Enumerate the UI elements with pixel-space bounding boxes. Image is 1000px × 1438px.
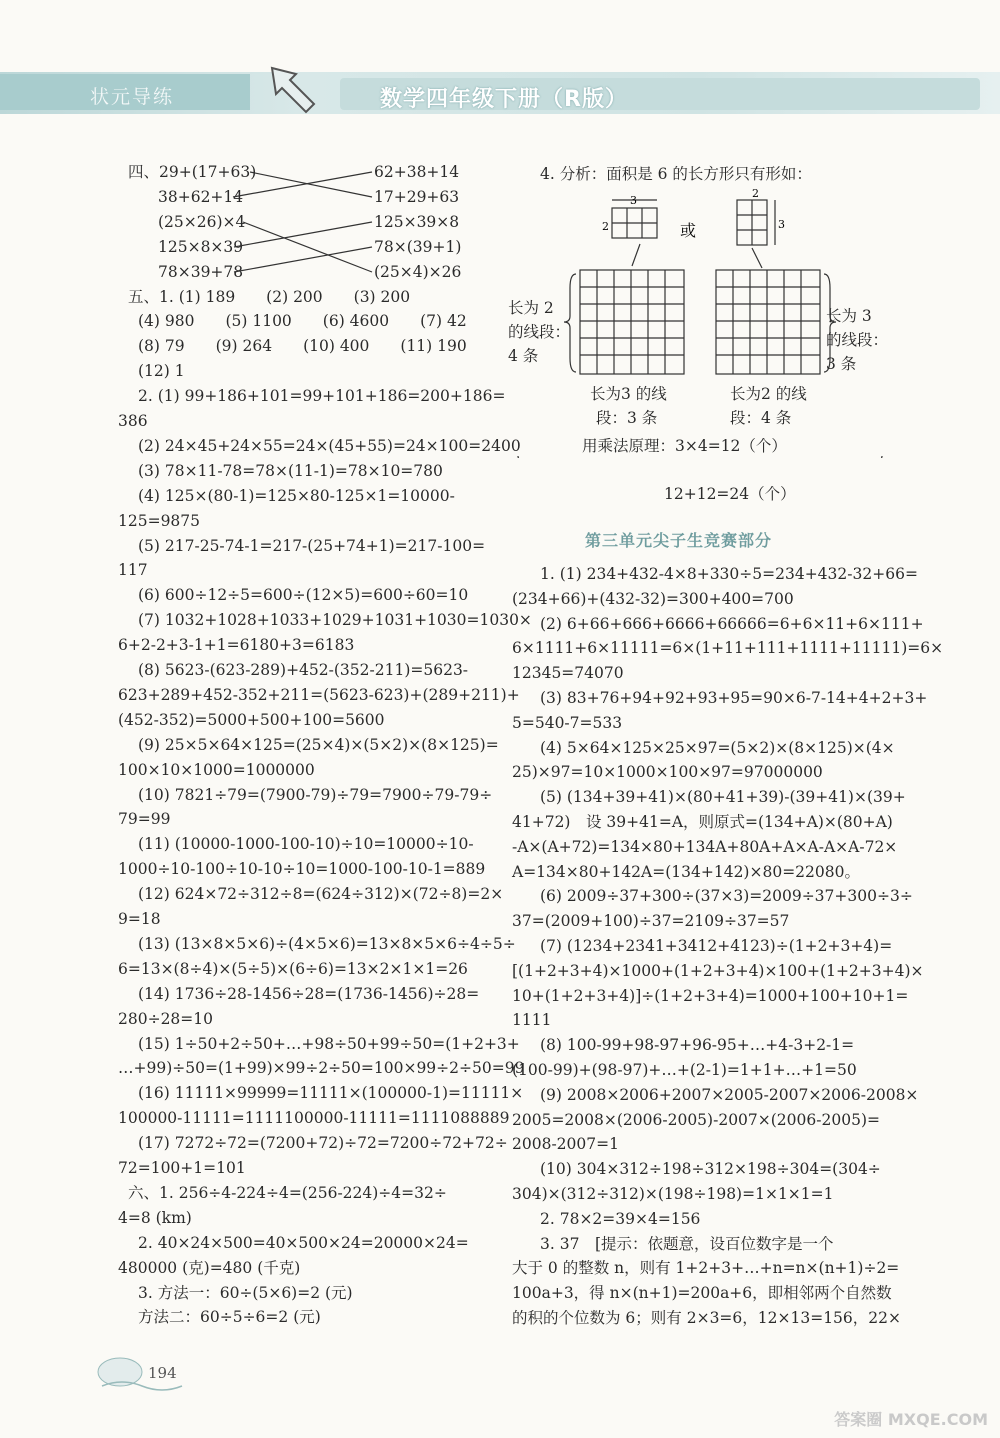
right-line: (10) 304×312÷198÷312×198÷304=(304÷: [540, 1160, 881, 1179]
left-line: (12) 1: [138, 362, 185, 381]
left-line: 6=13×(8÷4)×(5÷5)×(6÷6)=13×2×1×1=26: [118, 959, 468, 978]
left-line: 386: [118, 412, 148, 430]
big-grid-left: [580, 270, 684, 374]
left-line: 125×8×39: [158, 237, 244, 256]
left-line: (4) 980 (5) 1100 (6) 4600 (7) 42: [138, 312, 467, 331]
left-line: 100×10×1000=1000000: [118, 760, 315, 779]
total-text: 12+12=24（个）: [664, 485, 796, 503]
matching-expression: 17+29+63: [374, 187, 460, 206]
right-line: 10+(1+2+3+4)]÷(1+2+3+4)=1000+100+10+1=: [512, 986, 909, 1005]
left-line: (452-352)=5000+500+100=5600: [118, 710, 385, 729]
right-line: 3. 37 [提示：依题意，设百位数字是一个: [540, 1234, 834, 1253]
right-line: 304)×(312÷312)×(198÷198)=1×1×1=1: [512, 1185, 834, 1203]
svg-text:2: 2: [752, 188, 759, 200]
watermark: [834, 1407, 988, 1430]
left-line: (8) 79 (9) 264 (10) 400 (11) 190: [138, 337, 467, 356]
left-line: 78×39+78: [158, 262, 244, 281]
left-line: 79=99: [118, 810, 171, 829]
left-line: 38+62+14: [158, 187, 244, 206]
left-line: 2. (1) 99+186+101=99+101+186=200+186=: [138, 387, 506, 406]
right-line: 5=540-7=533: [512, 713, 623, 732]
right-line: 2008-2007=1: [512, 1135, 619, 1154]
left-line: (9) 25×5×64×125=(25×4)×(5×2)×(8×125)=: [138, 735, 499, 754]
left-line: (12) 624×72÷312÷8=(624÷312)×(72÷8)=2×: [138, 885, 504, 904]
dim-2-label: 2: [602, 220, 609, 233]
left-side-label-3: 4 条: [508, 347, 539, 365]
right-line: 6×1111+6×11111=6×(1+11+111+1111+11111)=6×: [512, 639, 944, 658]
right-line: 25)×97=10×1000×100×97=97000000: [512, 763, 823, 782]
page-title: 数学四年级下册（R版）: [380, 87, 628, 112]
right-line: (6) 2009÷37+300÷(37×3)=2009÷37+300÷3÷: [540, 887, 913, 906]
right-line: 1. (1) 234+432-4×8+330÷5=234+432-32+66=: [540, 565, 918, 583]
left-line: 五、1. (1) 189 (2) 200 (3) 200: [128, 287, 411, 306]
small-grid-2x3: [737, 200, 775, 245]
right-line: (234+66)+(432-32)=300+400=700: [512, 589, 794, 608]
right-line: 41+72) 设 39+41=A，则原式=(134+A)×(80+A): [512, 813, 893, 831]
left-line: 1000÷10-100÷10-10÷10=1000-100-10-1=889: [118, 860, 486, 879]
left-line: 100000-11111=1111100000-11111=1111088889: [118, 1109, 510, 1128]
right-line: 2. 78×2=39×4=156: [540, 1209, 701, 1228]
left-line: 4=8 (km): [118, 1208, 192, 1227]
right-line: 的积的个位数为 6；则有 2×3=6，12×13=156，22×: [512, 1309, 901, 1327]
right-side-label-2: 的线段：: [826, 331, 889, 349]
left-line: 四、29+(17+63): [128, 163, 257, 181]
right-line: (7) (1234+2341+3412+4123)÷(1+2+3+4)=: [540, 937, 893, 955]
left-line: …+99)÷50=(1+99)×99÷2÷50=100×99÷2÷50=99: [118, 1059, 525, 1078]
bottom-right-label-1: 长为2 的线: [730, 385, 807, 403]
left-line: 3. 方法一：60÷(5×6)=2 (元): [138, 1283, 353, 1302]
left-line: 480000 (克)=480 (千克): [118, 1258, 301, 1277]
right-line: 大于 0 的整数 n，则有 1+2+3+…+n=n×(n+1)÷2=: [512, 1259, 900, 1278]
svg-text:3: 3: [778, 218, 785, 231]
left-side-label-2: 的线段：: [508, 323, 571, 341]
left-line: (10) 7821÷79=(7900-79)÷79=7900÷79-79÷: [138, 785, 493, 804]
left-line: 9=18: [118, 910, 161, 928]
right-line: 12345=74070: [512, 664, 624, 683]
left-line: (4) 125×(80-1)=125×80-125×1=10000-: [138, 486, 455, 505]
right-line: (3) 83+76+94+92+93+95=90×6-7-14+4+2+3+: [540, 689, 928, 707]
left-line: 方法二：60÷5÷6=2 (元): [138, 1308, 321, 1327]
principle-text: 用乘法原理：3×4=12（个）: [582, 437, 787, 455]
right-side-label-1: 长为 3: [826, 307, 872, 325]
page-number: 194: [148, 1364, 177, 1382]
right-line: 100a+3，得 n×(n+1)=200a+6，即相邻两个自然数: [512, 1284, 892, 1303]
matching-expression: 78×(39+1): [374, 237, 462, 256]
left-line: (14) 1736÷28-1456÷28=(1736-1456)÷28=: [138, 984, 480, 1003]
right-line: A=134×80+142A=(134+142)×80=22080。: [512, 862, 860, 881]
left-line: (8) 5623-(623-289)+452-(352-211)=5623-: [138, 661, 469, 679]
left-line: (17) 7272÷72=(7200+72)÷72=7200÷72+72÷: [138, 1134, 508, 1153]
left-line: (2) 24×45+24×55=24×(45+55)=24×100=2400: [138, 436, 521, 455]
right-line: (4) 5×64×125×25×97=(5×2)×(8×125)×(4×: [540, 738, 895, 757]
left-line: (13) (13×8×5×6)÷(4×5×6)=13×8×5×6÷4÷5÷: [138, 934, 516, 953]
matching-expression: 125×39×8: [374, 212, 460, 231]
left-line: (25×26)×4: [158, 212, 246, 231]
left-line: 623+289+452-352+211=(5623-623)+(289+211)+: [118, 685, 520, 704]
footer-decoration-icon: [92, 1342, 202, 1392]
matching-expression: (25×4)×26: [374, 262, 462, 281]
dim-3-label: 3: [630, 194, 637, 207]
bottom-left-label-2: 段：3 条: [596, 409, 658, 427]
right-line: (2) 6+66+666+6666+66666=6+6×11+6×111+: [540, 614, 924, 633]
left-line: (6) 600÷12÷5=600÷(12×5)=600÷60=10: [138, 586, 469, 605]
matching-expression: 62+38+14: [374, 163, 460, 181]
left-line: 125=9875: [118, 511, 201, 530]
left-line: 280÷28=10: [118, 1009, 214, 1028]
left-line: 六、1. 256÷4-224÷4=(256-224)÷4=32÷: [128, 1183, 447, 1202]
left-line: (15) 1÷50+2÷50+…+98÷50+99÷50=(1+2+3+: [138, 1034, 520, 1053]
left-line: 72=100+1=101: [118, 1159, 246, 1177]
right-line: 1111: [512, 1011, 552, 1030]
right-line: 37=(2009+100)÷37=2109÷37=57: [512, 912, 790, 931]
right-line: (100-99)+(98-97)+…+(2-1)=1+1+…+1=50: [512, 1061, 857, 1079]
header-left-text: 状元导练: [90, 86, 175, 108]
left-line: 2. 40×24×500=40×500×24=20000×24=: [138, 1233, 469, 1252]
right-line: [(1+2+3+4)×1000+(1+2+3+4)×100+(1+2+3+4)×: [512, 961, 924, 980]
right-line: -A×(A+72)=134×80+134A+80A+A×A-A×A-72×: [512, 837, 898, 856]
right-side-label-3: 3 条: [826, 355, 857, 373]
or-label: 或: [680, 221, 697, 240]
left-line: (7) 1032+1028+1033+1029+1031+1030=1030×: [138, 611, 532, 630]
right-line: 2005=2008×(2006-2005)-2007×(2006-2005)=: [512, 1110, 880, 1129]
left-line: (5) 217-25-74-1=217-(25+74+1)=217-100=: [138, 536, 486, 555]
big-grid-right: [716, 270, 820, 374]
analysis-text: 4. 分析：面积是 6 的长方形只有形如：: [540, 165, 812, 183]
left-side-label-1: 长为 2: [508, 299, 554, 317]
left-line: 117: [118, 561, 148, 580]
left-line: (16) 11111×99999=11111×(100000-1)=11111×: [138, 1084, 524, 1103]
right-line: (5) (134+39+41)×(80+41+39)-(39+41)×(39+: [540, 788, 906, 807]
watermark-text: 答案圈 MXQE.COM: [834, 1410, 988, 1429]
section-title: 第三单元尖子生竞赛部分: [585, 531, 773, 550]
left-line: (11) (10000-1000-100-10)÷10=10000÷10-: [138, 835, 474, 854]
bottom-right-label-2: 段：4 条: [730, 409, 792, 427]
bottom-left-label-1: 长为3 的线: [590, 385, 667, 403]
right-line: (8) 100-99+98-97+96-95+…+4-3+2-1=: [540, 1036, 855, 1055]
left-line: (3) 78×11-78=78×(11-1)=78×10=780: [138, 461, 443, 480]
right-line: (9) 2008×2006+2007×2005-2007×2006-2008×: [540, 1085, 919, 1104]
left-line: 6+2-2+3-1+1=6180+3=6183: [118, 636, 355, 655]
